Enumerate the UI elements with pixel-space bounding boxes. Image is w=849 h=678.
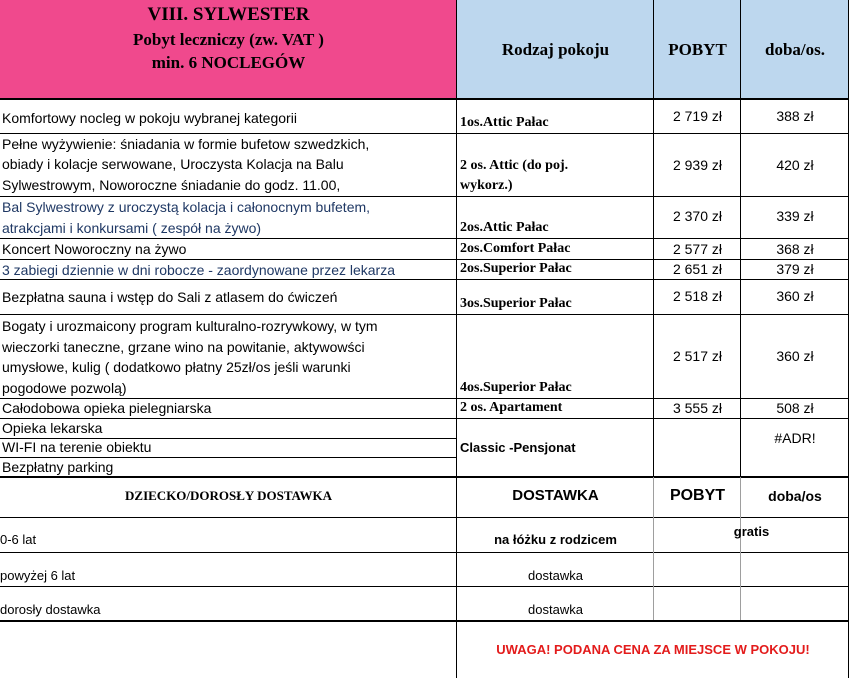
feature-text: wieczorki taneczne, grzane wino na powitanie, aktywowści xyxy=(2,339,365,355)
room-name: 2 os. Apartament xyxy=(460,400,563,415)
room-name: wykorz.) xyxy=(460,178,513,193)
per-day-price: 368 zł xyxy=(776,241,814,257)
per-day-price: #ADR! xyxy=(774,430,816,446)
per-day-price: 420 zł xyxy=(776,157,814,173)
feature-text: 3 zabiegi dziennie w dni robocze - zaordynowane przez lekarza xyxy=(2,262,395,278)
per-day-price: 360 zł xyxy=(776,288,814,304)
per-day-price: 360 zł xyxy=(776,348,814,364)
stay-price: 2 370 zł xyxy=(672,208,723,224)
feature-text: Bezpłatna sauna i wstęp do Sali z atlasem do ćwiczeń xyxy=(2,289,338,305)
room-name: 4os.Superior Pałac xyxy=(460,380,572,395)
feature-text: WI-FI na terenie obiektu xyxy=(2,439,152,455)
feature-text: atrakcjami i konkursami ( zespół na żywo) xyxy=(2,220,262,236)
title-line-3: min. 6 NOCLEGÓW xyxy=(151,53,306,72)
feature-text: Pełne wyżywienie: śniadania w formie bufetow szwedzkich, xyxy=(2,136,370,152)
feature-text: Bezpłatny parking xyxy=(2,459,114,475)
feature-text: umysłowe, kulig ( dodatkowo płatny 25zł/os jeśli warunki xyxy=(2,359,351,375)
extra-row-bed: dostawka xyxy=(528,602,583,617)
room-name: 2os.Superior Pałac xyxy=(460,261,572,276)
per-day-price: 379 zł xyxy=(776,261,814,277)
feature-text: Komfortowy nocleg w pokoju wybranej kategorii xyxy=(2,110,297,126)
title-line-2: Pobyt leczniczy (zw. VAT ) xyxy=(133,30,324,49)
extra-header-per-day: doba/os xyxy=(768,488,822,504)
stay-price: 2 939 zł xyxy=(672,157,723,173)
per-day-price: 339 zł xyxy=(776,208,814,224)
title-line-1: VIII. SYLWESTER xyxy=(147,4,310,25)
feature-text: obiady i kolacje serwowane, Uroczysta Kolacja na Balu xyxy=(2,156,344,172)
feature-text: Koncert Noworoczny na żywo xyxy=(2,241,187,257)
room-name: 3os.Superior Pałac xyxy=(460,296,572,311)
room-name: Classic -Pensjonat xyxy=(460,440,576,455)
room-name: 2os.Attic Pałac xyxy=(460,220,549,235)
feature-text: pogodowe pozwolą) xyxy=(2,380,127,396)
extra-row-label: dorosły dostawka xyxy=(0,602,101,617)
column-header-room: Rodzaj pokoju xyxy=(501,40,610,59)
extra-header-stay: POBYT xyxy=(669,487,726,504)
extra-row-price: gratis xyxy=(733,524,770,539)
stay-price: 2 517 zł xyxy=(672,348,723,364)
column-header-per-day: doba/os. xyxy=(765,40,825,59)
column-header-stay: POBYT xyxy=(668,40,727,59)
feature-text: Sylwestrowym, Noworoczne śniadanie do godz. 11.00, xyxy=(2,177,341,193)
extra-header-child: DZIECKO/DOROSŁY DOSTAWKA xyxy=(125,488,332,503)
room-name: 2 os. Attic (do poj. xyxy=(460,158,569,173)
stay-price: 3 555 zł xyxy=(672,400,723,416)
price-notice: UWAGA! PODANA CENA ZA MIEJSCE W POKOJU! xyxy=(496,642,810,657)
feature-text: Bal Sylwestrowy z uroczystą kolacja i całonocnym bufetem, xyxy=(2,199,371,215)
room-name: 2os.Comfort Pałac xyxy=(460,241,571,256)
stay-price: 2 651 zł xyxy=(672,261,723,277)
extra-row-bed: na łóżku z rodzicem xyxy=(494,532,617,547)
per-day-price: 388 zł xyxy=(776,108,814,124)
extra-header-bed: DOSTAWKA xyxy=(512,487,599,504)
feature-text: Opieka lekarska xyxy=(2,420,103,436)
room-name: 1os.Attic Pałac xyxy=(460,115,549,130)
stay-price: 2 518 zł xyxy=(672,288,723,304)
stay-price: 2 719 zł xyxy=(672,108,723,124)
extra-row-bed: dostawka xyxy=(528,568,583,583)
per-day-price: 508 zł xyxy=(776,400,814,416)
stay-price: 2 577 zł xyxy=(672,241,723,257)
extra-row-label: 0-6 lat xyxy=(0,532,37,547)
extra-row-label: powyżej 6 lat xyxy=(0,568,76,583)
feature-text: Całodobowa opieka pielegniarska xyxy=(2,400,212,416)
feature-text: Bogaty i urozmaicony program kulturalno-rozrywkowy, w tym xyxy=(2,318,378,334)
